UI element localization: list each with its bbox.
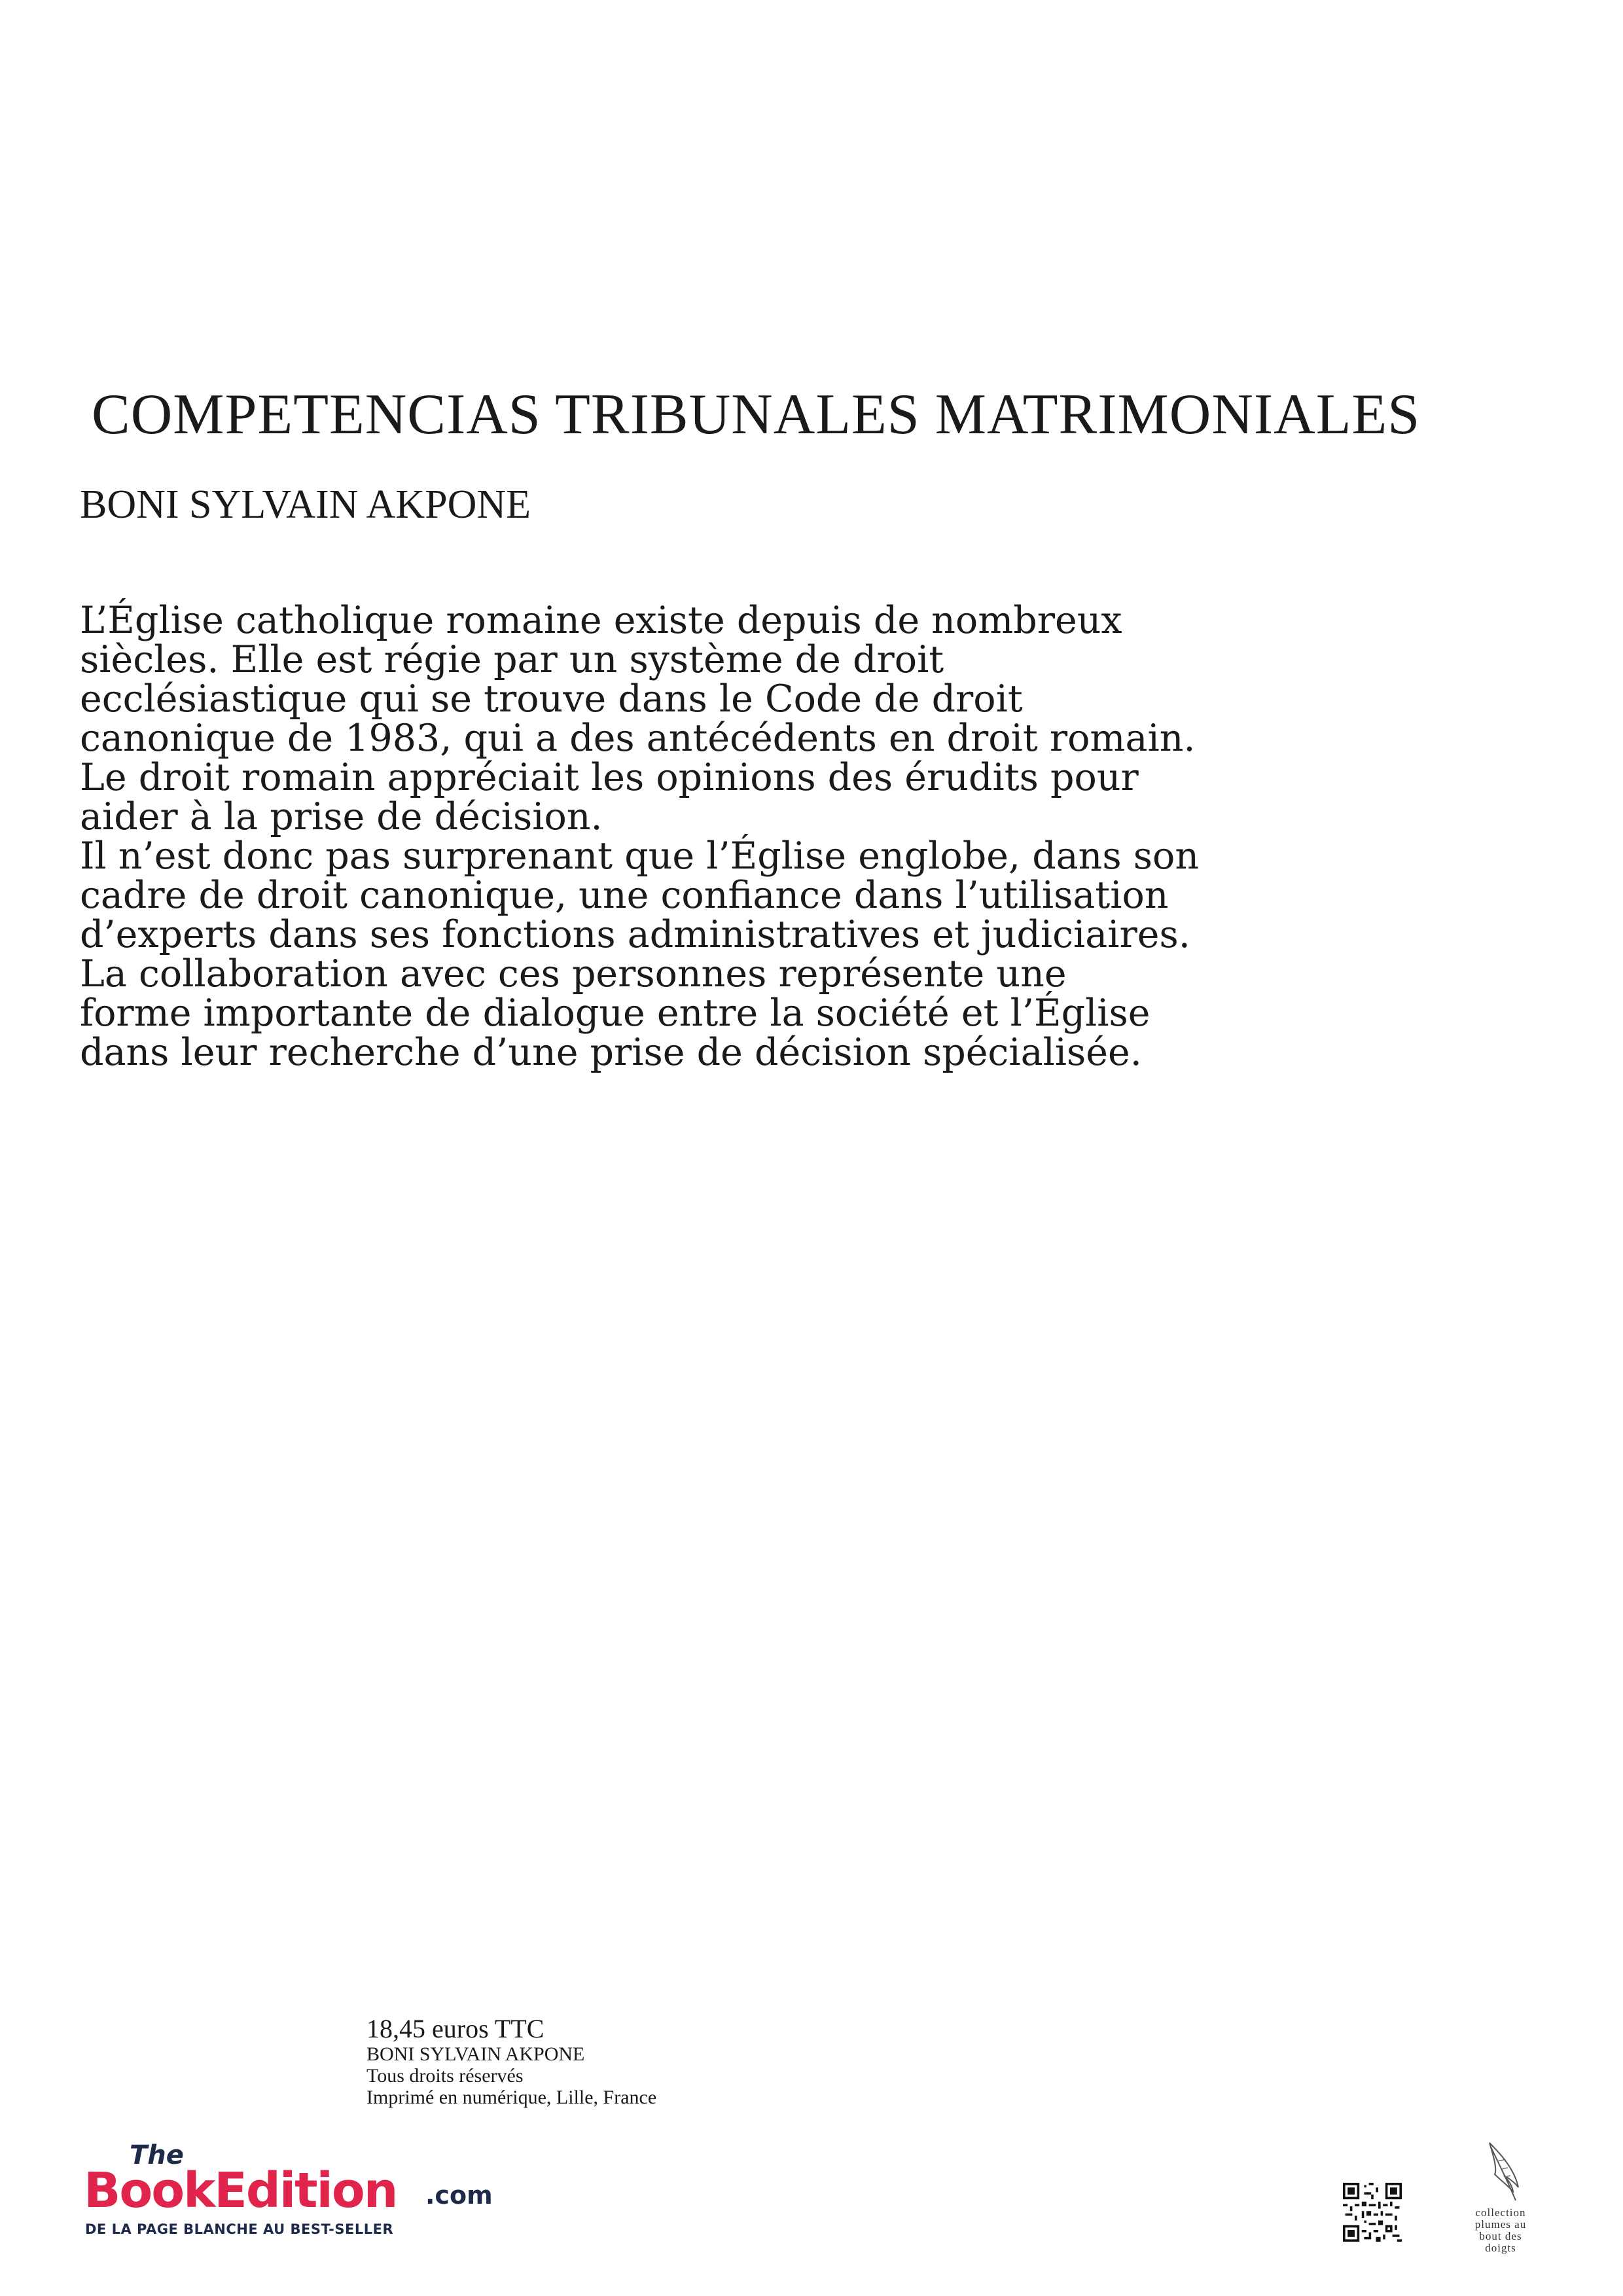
quill-icon bbox=[1452, 2142, 1550, 2204]
summary-line: forme importante de dialogue entre la société et l’Église bbox=[80, 992, 1150, 1035]
summary-line: cadre de droit canonique, une confiance dans l’utilisation bbox=[80, 874, 1169, 917]
summary-line: Le droit romain appréciait les opinions des érudits pour bbox=[80, 756, 1139, 799]
qr-code-icon bbox=[1343, 2183, 1402, 2242]
summary-line: aider à la prise de décision. bbox=[80, 795, 603, 838]
summary-line: ecclésiastique qui se trouve dans le Code de droit bbox=[80, 677, 1023, 721]
print-location: Imprimé en numérique, Lille, France bbox=[366, 2087, 657, 2108]
imprint-author: BONI SYLVAIN AKPONE bbox=[366, 2043, 585, 2065]
summary-line: Il n’est donc pas surprenant que l’Église englobe, dans son bbox=[80, 834, 1200, 878]
book-title: COMPETENCIAS TRIBUNALES MATRIMONIALES bbox=[92, 383, 1421, 446]
thebookedition-logo bbox=[84, 2140, 493, 2245]
collection-label bbox=[1452, 2207, 1550, 2254]
price: 18,45 euros TTC bbox=[366, 2014, 544, 2043]
collection-line: bout des bbox=[1479, 2230, 1522, 2242]
book-author: BONI SYLVAIN AKPONE bbox=[80, 482, 531, 527]
logo-tagline: DE LA PAGE BLANCHE AU BEST-SELLER bbox=[85, 2221, 394, 2237]
summary-line: dans leur recherche d’une prise de décision spécialisée. bbox=[80, 1031, 1142, 1074]
logo-the: The bbox=[130, 2140, 184, 2170]
summary-line: L’Église catholique romaine existe depuis de nombreux bbox=[80, 599, 1122, 642]
collection-line: plumes au bbox=[1474, 2218, 1527, 2231]
collection-mark bbox=[1452, 2142, 1550, 2272]
collection-line: collection bbox=[1475, 2206, 1526, 2219]
summary-line: La collaboration avec ces personnes représente une bbox=[80, 952, 1067, 996]
logo-com: .com bbox=[425, 2181, 493, 2210]
summary-line: siècles. Elle est régie par un système de droit bbox=[80, 638, 944, 681]
imprint-block bbox=[366, 2015, 656, 2108]
collection-line: doigts bbox=[1485, 2242, 1516, 2254]
logo-main: BookEdition bbox=[84, 2162, 397, 2219]
summary-line: canonique de 1983, qui a des antécédents en droit romain. bbox=[80, 717, 1196, 760]
back-cover-summary bbox=[80, 601, 1323, 1072]
summary-line: d’experts dans ses fonctions administratives et judiciaires. bbox=[80, 913, 1190, 956]
rights-notice: Tous droits réservés bbox=[366, 2065, 524, 2087]
